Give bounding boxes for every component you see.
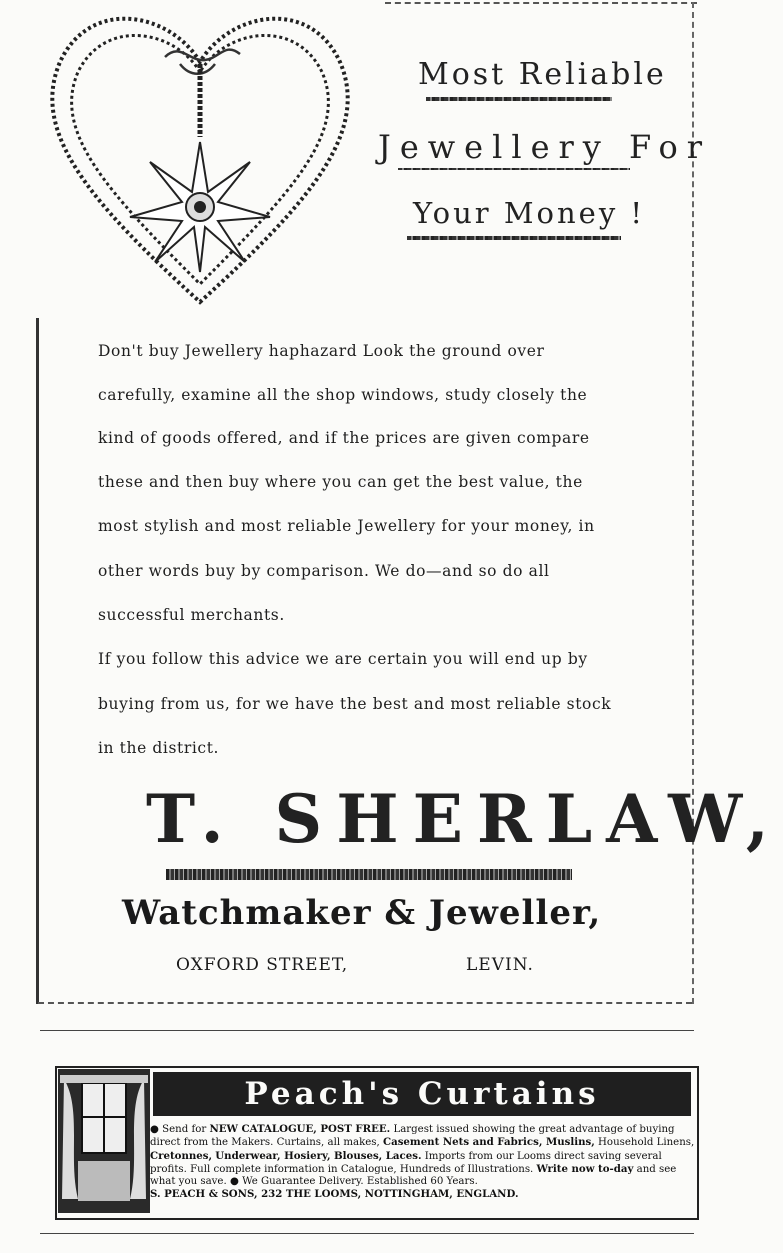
headline-rule-1 xyxy=(426,97,612,101)
body-line-10: in the district. xyxy=(98,739,220,757)
headline-line-1: Most Reliable xyxy=(418,57,667,92)
headline-rule-2 xyxy=(398,168,630,170)
advertiser-name-rule xyxy=(166,869,572,880)
heart-necklace-illustration xyxy=(30,2,370,312)
separator-bottom xyxy=(40,1233,694,1234)
peach-ad-text-part: Underwear, Hosiery, Blouses, Laces. xyxy=(215,1149,422,1162)
advertiser-name: T. SHERLAW, xyxy=(146,780,783,858)
peach-ad-text-part: ● Send for xyxy=(150,1124,210,1135)
headline-line-2: Jewellery For xyxy=(378,128,712,166)
body-line-3: kind of goods offered, and if the prices are given compare xyxy=(98,429,590,447)
advertiser-trade: Watchmaker & Jeweller, xyxy=(122,893,602,933)
peach-ad-text-part: Write now to-day xyxy=(536,1162,634,1175)
peach-ad-text-part: Imports from our Looms direct saving several profits. Full complete information in Catalogue, Hundreds of Illustrations. xyxy=(150,1150,662,1175)
headline-rule-3 xyxy=(407,236,621,240)
window-curtain-illustration xyxy=(58,1069,150,1213)
peach-ad-text-part: Household Linens, xyxy=(594,1137,695,1149)
body-line-4: these and then buy where you can get the best value, the xyxy=(98,473,583,491)
body-line-9: buying from us, for we have the best and most reliable stock xyxy=(98,695,612,713)
bottom-border xyxy=(38,1002,692,1007)
body-line-5: most stylish and most reliable Jewellery for your money, in xyxy=(98,517,595,535)
top-border xyxy=(385,2,697,7)
peach-ad-heading: Peach's Curtains xyxy=(153,1072,691,1116)
advertiser-street: OXFORD STREET, xyxy=(176,955,349,975)
peach-ad-text-part: Casement Nets and Fabrics, Muslins, xyxy=(382,1136,595,1149)
peach-ad-text-part: S. PEACH & SONS, 232 THE LOOMS, NOTTINGHAM, ENGLAND. xyxy=(150,1188,519,1201)
peach-ad-text-part: NEW CATALOGUE, POST FREE. xyxy=(209,1123,391,1135)
peach-ad-text-part: Cretonnes, xyxy=(150,1149,213,1162)
peach-ad-text-part: and see what you save. ● We Guarantee Delivery. Established 60 Years. xyxy=(150,1163,677,1188)
body-line-2: carefully, examine all the shop windows, study closely the xyxy=(98,386,588,404)
peach-ad-text xyxy=(150,1123,695,1202)
body-line-6: other words buy by comparison. We do—and so do all xyxy=(98,562,550,580)
curtain-icon xyxy=(58,1069,150,1213)
headline-line-3: Your Money ! xyxy=(413,196,646,230)
body-line-7: successful merchants. xyxy=(98,606,285,624)
peach-ad-text-part: Largest issued showing the great advantage of buying direct from the Makers. Curtains, all makes, xyxy=(150,1124,675,1149)
left-border xyxy=(36,318,42,1004)
body-line-1: Don't buy Jewellery haphazard Look the ground over xyxy=(98,342,545,360)
separator-top xyxy=(40,1030,694,1031)
body-line-8: If you follow this advice we are certain you will end up by xyxy=(98,650,588,668)
advertiser-town: LEVIN. xyxy=(466,955,534,975)
